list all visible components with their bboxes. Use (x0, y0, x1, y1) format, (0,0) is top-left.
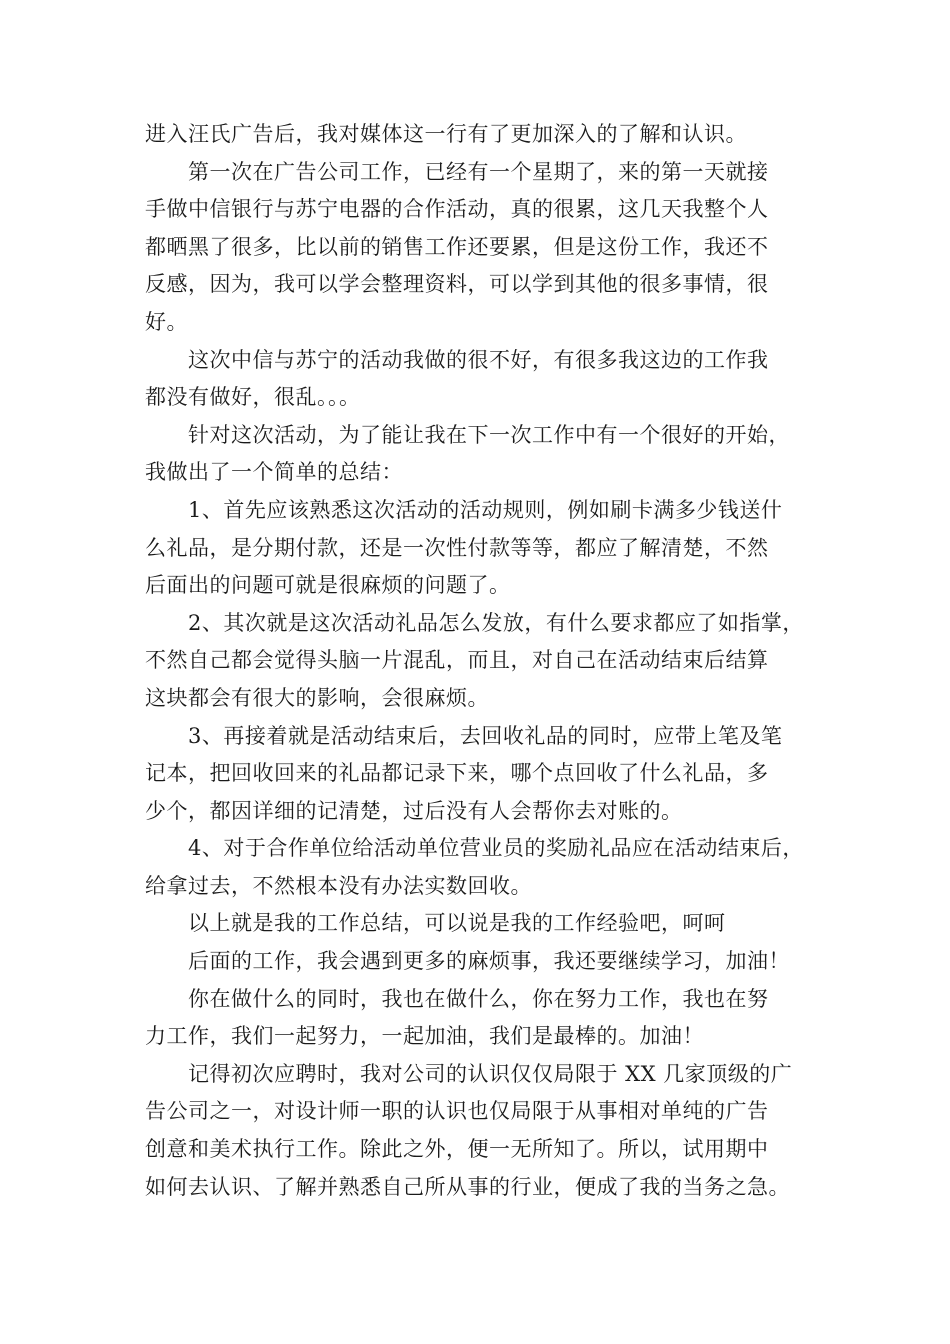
text-line: 4、对于合作单位给活动单位营业员的奖励礼品应在活动结束后， (188, 836, 804, 861)
text-line: 这次中信与苏宁的活动我做的很不好，有很多我这边的工作我 (188, 347, 769, 372)
text-line: 力工作，我们一起努力，一起加油，我们是最棒的。加油！ (145, 1024, 704, 1049)
text-line: 以上就是我的工作总结，可以说是我的工作经验吧，呵呵 (188, 911, 726, 936)
text-line: 3、再接着就是活动结束后，去回收礼品的同时，应带上笔及笔 (188, 723, 783, 748)
text-line: 后面出的问题可就是很麻烦的问题了。 (145, 573, 511, 598)
text-line: 记本，把回收回来的礼品都记录下来，哪个点回收了什么礼品，多 (145, 761, 769, 786)
text-line: 这块都会有很大的影响，会很麻烦。 (145, 685, 489, 710)
text-line: 记得初次应聘时，我对公司的认识仅仅局限于 XX 几家顶级的广 (188, 1061, 793, 1086)
text-line: 针对这次活动，为了能让我在下一次工作中有一个很好的开始， (188, 422, 790, 447)
text-line: 进入汪氏广告后，我对媒体这一行有了更加深入的了解和认识。 (145, 122, 747, 146)
text-line: 第一次在广告公司工作，已经有一个星期了，来的第一天就接 (188, 159, 769, 184)
text-line: 手做中信银行与苏宁电器的合作活动，真的很累，这几天我整个人 (145, 197, 769, 222)
text-line: 后面的工作，我会遇到更多的麻烦事，我还要继续学习，加油！ (188, 949, 790, 974)
text-line: 我做出了一个简单的总结： (145, 460, 403, 485)
text-line: 1、首先应该熟悉这次活动的活动规则，例如刷卡满多少钱送什 (188, 497, 783, 522)
text-line: 么礼品，是分期付款，还是一次性付款等等，都应了解清楚，不然 (145, 535, 769, 560)
text-line: 都没有做好，很乱。。。 (145, 385, 361, 410)
text-line: 告公司之一，对设计师一职的认识也仅局限于从事相对单纯的广告 (145, 1099, 769, 1124)
text-line: 如何去认识、了解并熟悉自己所从事的行业，便成了我的当务之急。 (145, 1174, 790, 1199)
text-line: 你在做什么的同时，我也在做什么，你在努力工作，我也在努 (188, 986, 769, 1011)
text-line: 反感，因为，我可以学会整理资料，可以学到其他的很多事情，很 (145, 272, 769, 297)
text-line: 给拿过去，不然根本没有办法实数回收。 (145, 873, 532, 898)
text-line: 不然自己都会觉得头脑一片混乱，而且，对自己在活动结束后结算 (145, 648, 769, 673)
document-body (145, 116, 807, 1206)
text-line: 2、其次就是这次活动礼品怎么发放，有什么要求都应了如指掌， (188, 610, 804, 635)
text-line: 好。 (145, 309, 188, 334)
text-line: 都晒黑了很多，比以前的销售工作还要累，但是这份工作，我还不 (145, 234, 769, 259)
text-line: 创意和美术执行工作。除此之外，便一无所知了。所以，试用期中 (145, 1137, 769, 1162)
text-line: 少个，都因详细的记清楚，过后没有人会帮你去对账的。 (145, 798, 683, 823)
